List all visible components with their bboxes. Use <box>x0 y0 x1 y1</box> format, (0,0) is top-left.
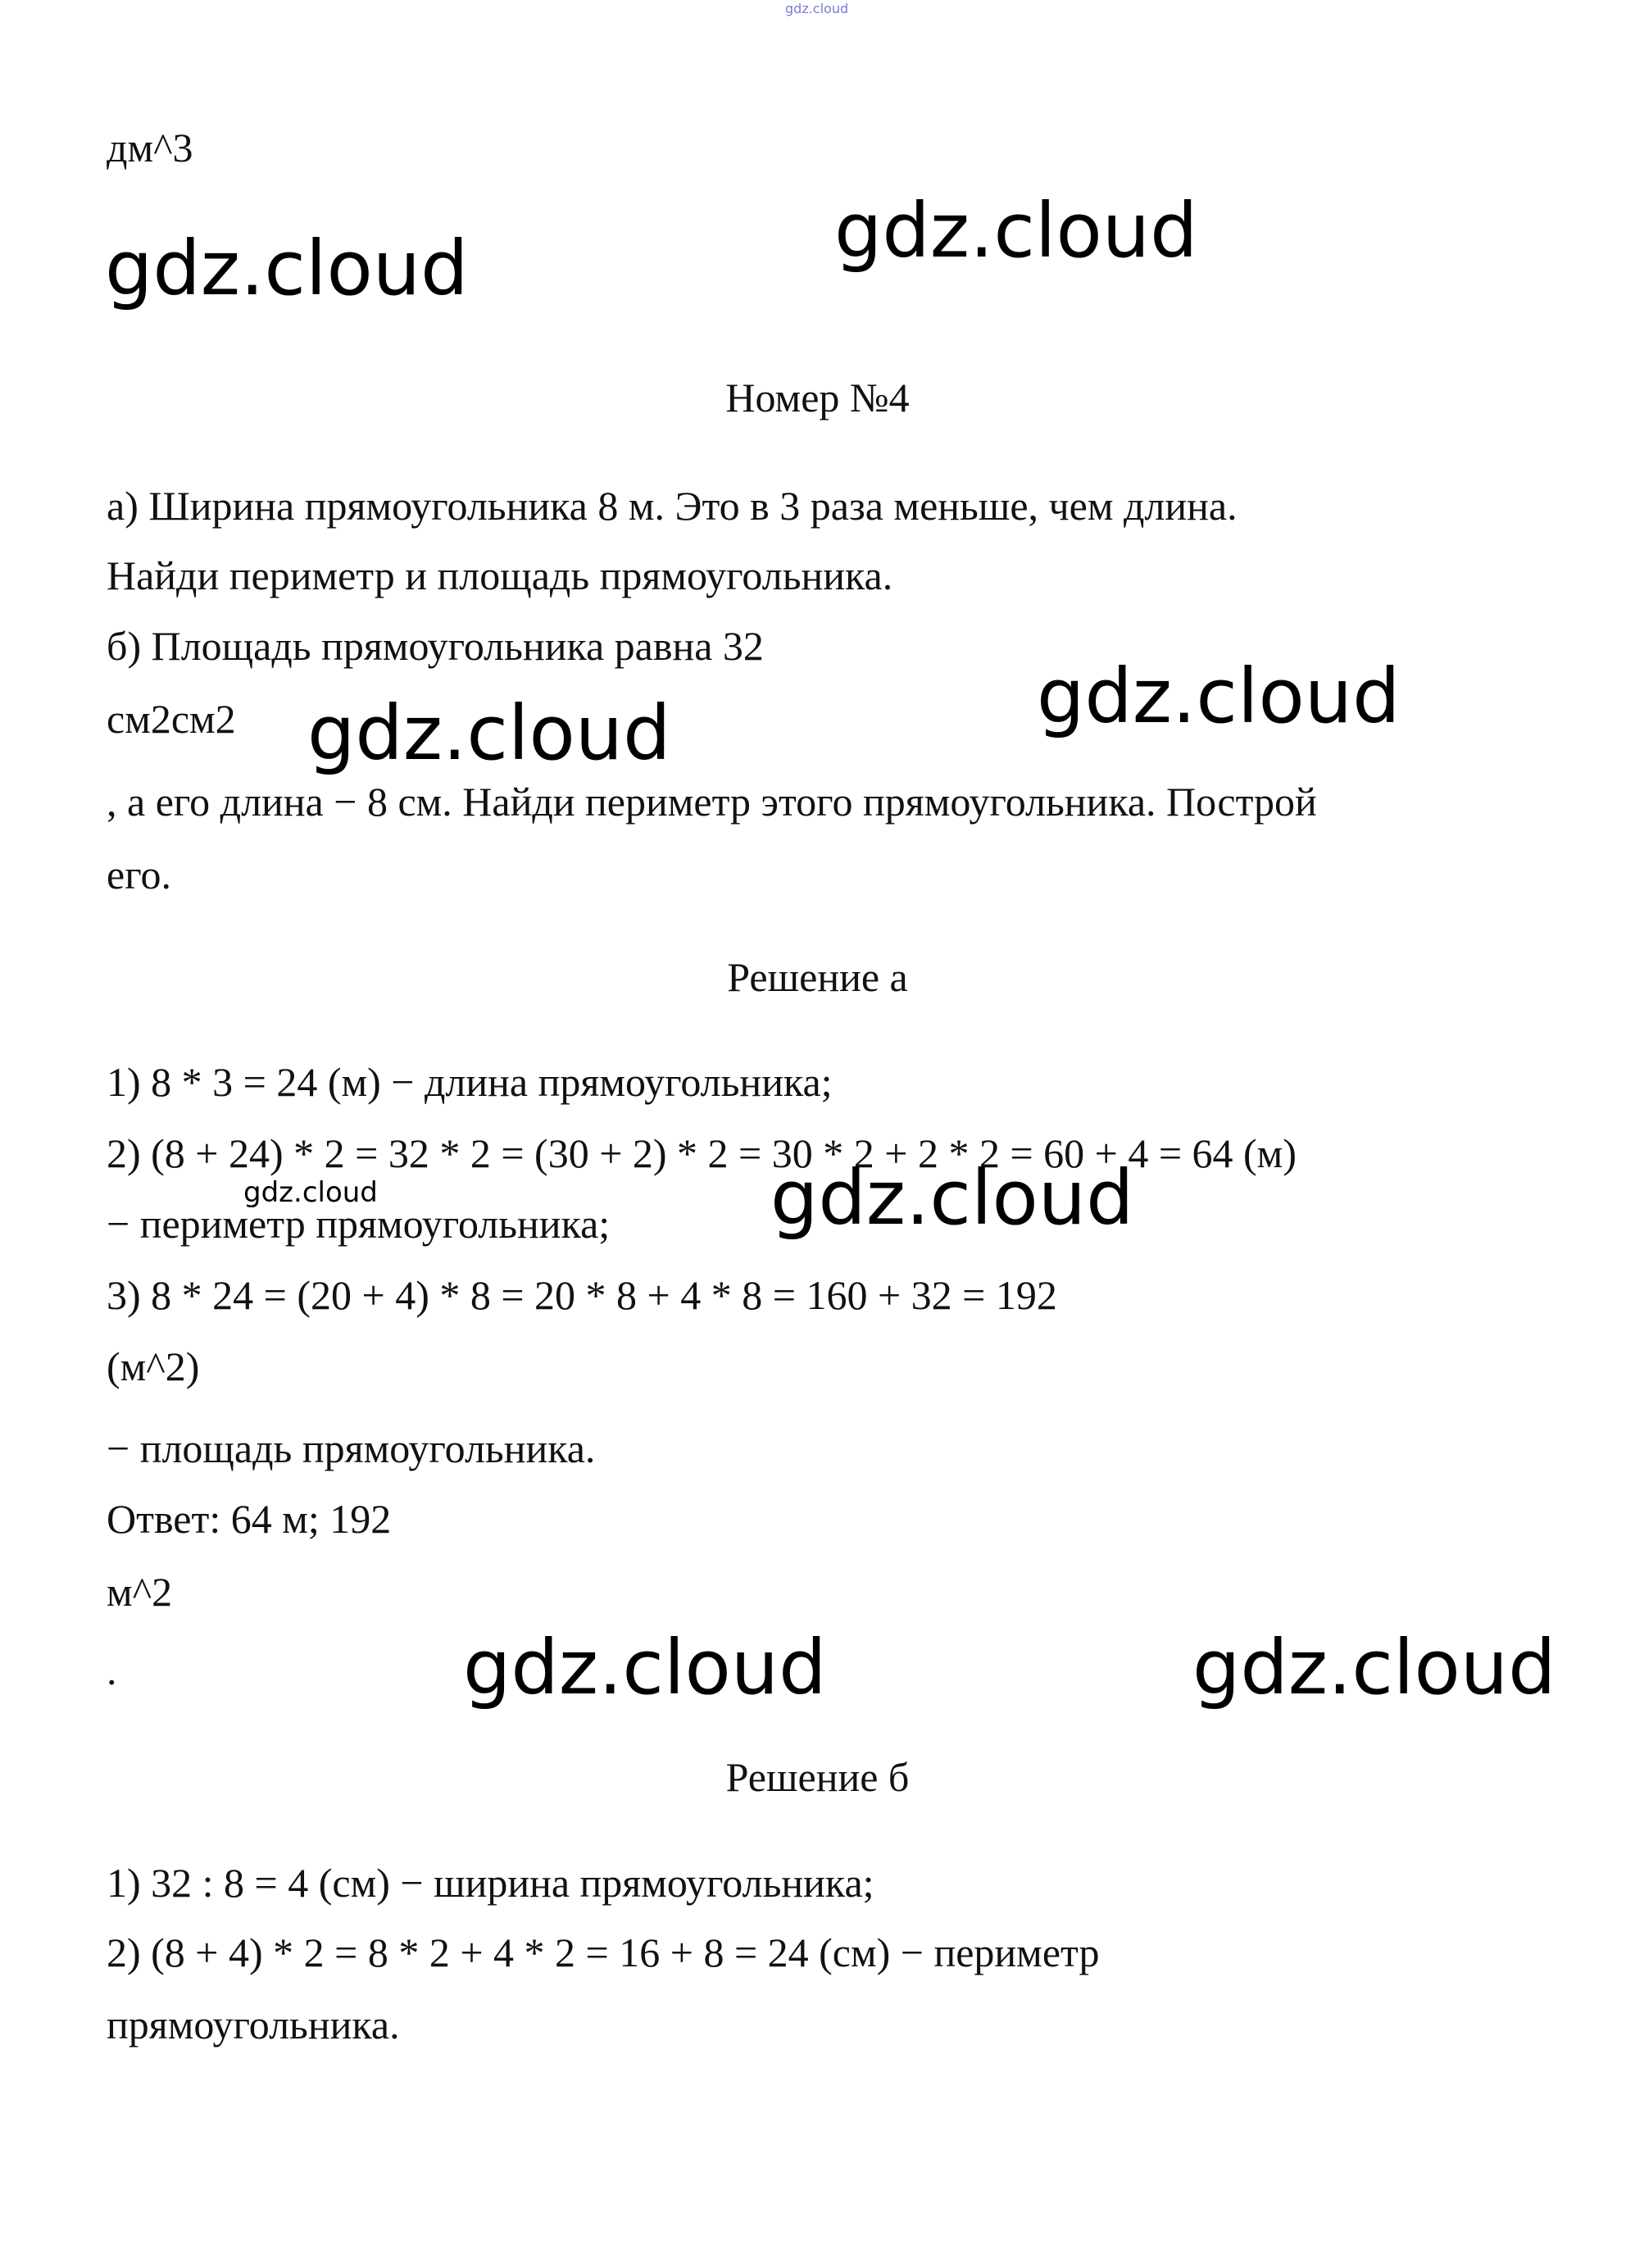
task-b-line2: , а его длина − 8 см. Найди периметр этого прямоугольника. Построй <box>107 779 1317 825</box>
task-a-line1: а) Ширина прямоугольника 8 м. Это в 3 раза меньше, чем длина. <box>107 483 1238 529</box>
solution-b-title: Решение б <box>725 1754 910 1800</box>
task-b-unit: см2см2 <box>107 696 236 742</box>
watermark: gdz.cloud <box>834 187 1198 275</box>
solution-a-step3-unit: (м^2) <box>107 1343 200 1389</box>
watermark: gdz.cloud <box>463 1624 827 1711</box>
watermark: gdz.cloud <box>105 225 469 312</box>
task-title: Номер №4 <box>725 375 910 420</box>
answer-a: Ответ: 64 м; 192 <box>107 1496 392 1542</box>
answer-a-unit: м^2 <box>107 1569 173 1615</box>
solution-a-step1: 1) 8 * 3 = 24 (м) − длина прямоугольника; <box>107 1059 833 1105</box>
task-b-line1: б) Площадь прямоугольника равна 32 <box>107 623 764 669</box>
watermark-small: gdz.cloud <box>243 1176 378 1209</box>
solution-a-step3: 3) 8 * 24 = (20 + 4) * 8 = 20 * 8 + 4 * 8 = 160 + 32 = 192 <box>107 1272 1057 1318</box>
watermark: gdz.cloud <box>770 1154 1134 1242</box>
solution-a-step2: 2) (8 + 24) * 2 = 32 * 2 = (30 + 2) * 2 = 30 * 2 + 2 * 2 = 60 + 4 = 64 (м) <box>107 1130 1297 1176</box>
solution-b-step2-cont: прямоугольника. <box>107 2002 400 2048</box>
solution-a-step2-cont: − периметр прямоугольника; <box>107 1201 611 1247</box>
unit-previous: дм^3 <box>107 125 193 170</box>
watermark: gdz.cloud <box>1192 1624 1556 1711</box>
watermark: gdz.cloud <box>1037 652 1401 740</box>
watermark: gdz.cloud <box>307 689 671 777</box>
task-b-line3: его. <box>107 852 171 898</box>
solution-b-step1: 1) 32 : 8 = 4 (см) − ширина прямоугольника; <box>107 1860 874 1906</box>
solution-a-step3-cont: − площадь прямоугольника. <box>107 1425 596 1471</box>
solution-a-title: Решение а <box>727 954 908 1000</box>
answer-a-dot: . <box>107 1648 117 1693</box>
top-watermark: gdz.cloud <box>785 1 849 16</box>
task-a-line2: Найди периметр и площадь прямоугольника. <box>107 552 893 598</box>
solution-b-step2: 2) (8 + 4) * 2 = 8 * 2 + 4 * 2 = 16 + 8 = 24 (см) − периметр <box>107 1929 1100 1975</box>
